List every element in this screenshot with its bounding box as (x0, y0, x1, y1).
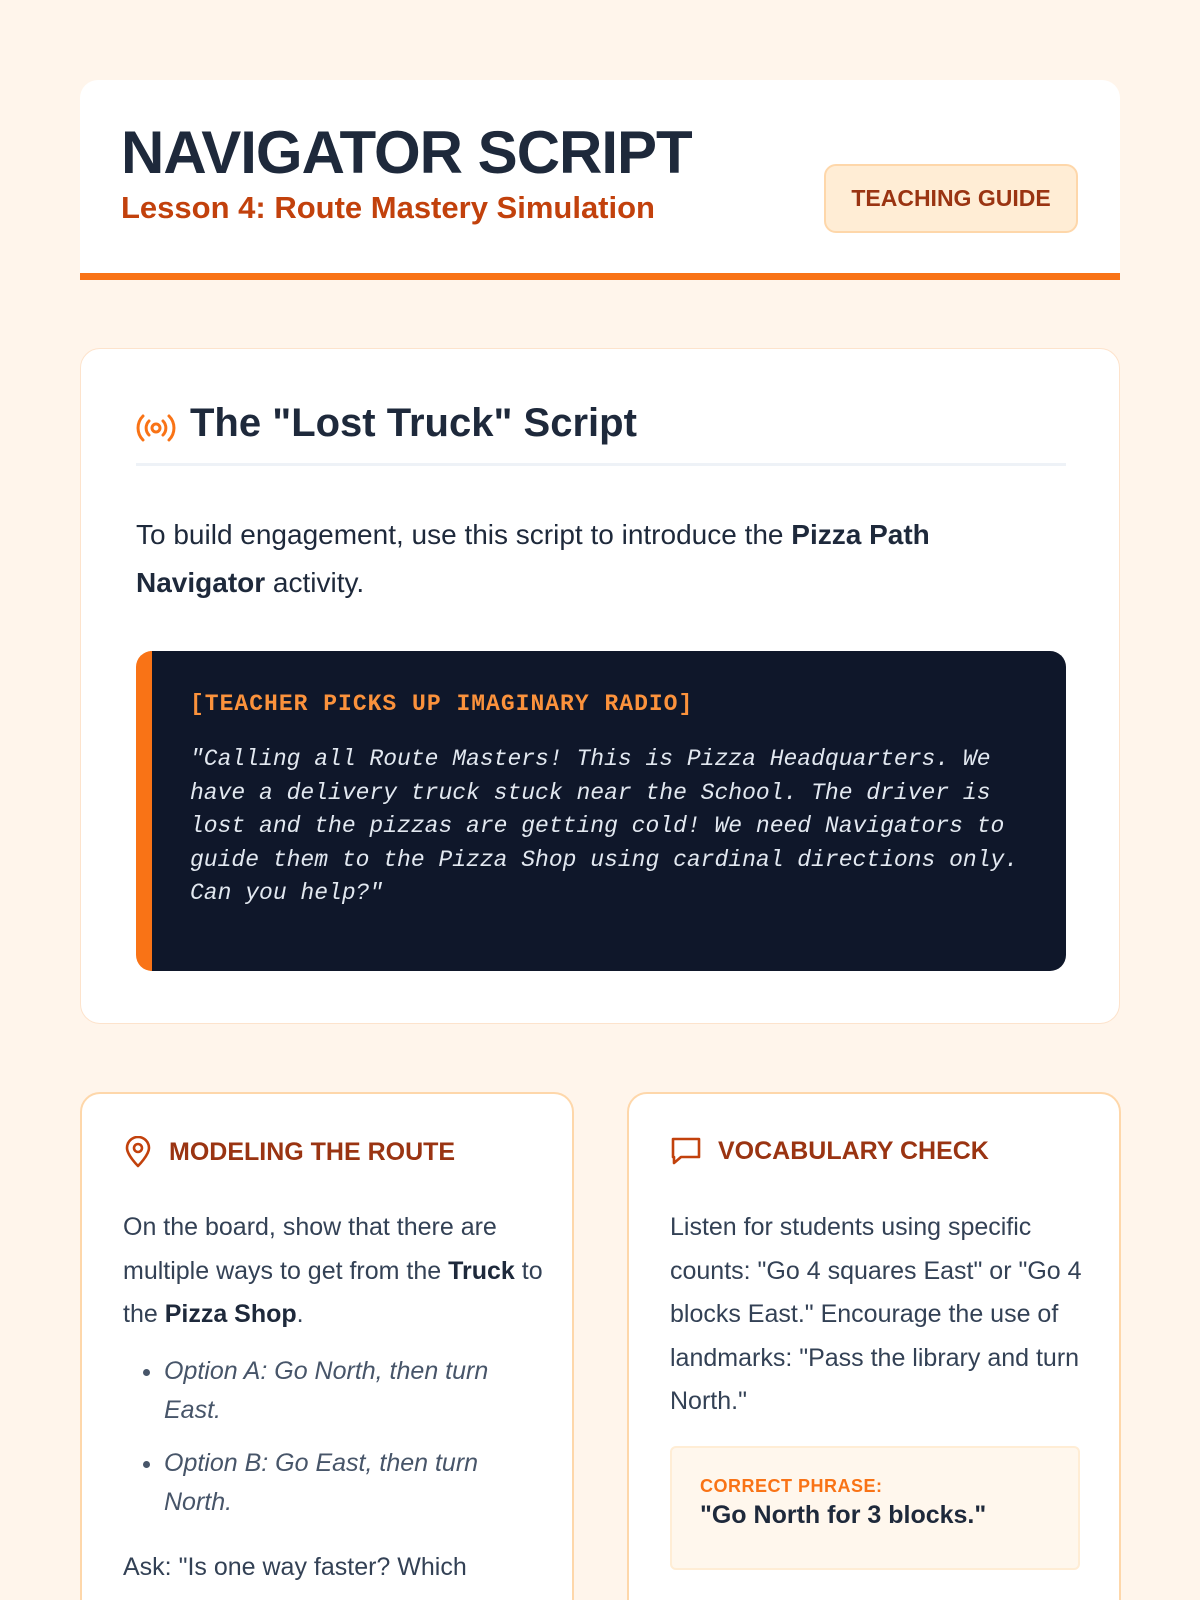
teaching-guide-badge: TEACHING GUIDE (824, 164, 1078, 233)
script-quote-box (136, 651, 1066, 971)
correct-phrase-label: CORRECT PHRASE: (700, 1476, 883, 1496)
route-option: • Option B: Go East, then turn North. (164, 1444, 544, 1522)
activity-name: Pizza Path Navigator (136, 519, 930, 598)
modeling-text: On the board, show that there are multiple ways to get from the Truck to the Pizza Shop. (123, 1213, 543, 1328)
correct-phrase-box (670, 1446, 1080, 1570)
route-option: • Option A: Go North, then turn East. (164, 1352, 544, 1430)
vocabulary-card-header (670, 1136, 989, 1166)
page-subtitle: Lesson 4: Route Mastery Simulation (121, 190, 655, 225)
page-header (80, 80, 1120, 280)
radio-signal-icon (136, 413, 176, 443)
route-options-list (164, 1352, 544, 1536)
script-section-title: The "Lost Truck" Script (190, 401, 637, 445)
modeling-card-header (123, 1136, 455, 1168)
script-card (80, 348, 1120, 1024)
script-quote: "Calling all Route Masters! This is Pizza Headquarters. We have a delivery truck stuck near the School. The driver is lost and the pizzas are getting cold! We need Navigators to guide them to the Pizza Shop using cardinal directions only. Can you help?" (190, 746, 1019, 906)
modeling-card-title: MODELING THE ROUTE (169, 1137, 456, 1166)
vocabulary-text: Listen for students using specific counts: "Go 4 squares East" or "Go 4 blocks East." Encourage the use of landmarks: "Pass the library and turn North." (670, 1213, 1082, 1415)
stage-direction: [TEACHER PICKS UP IMAGINARY RADIO] (190, 691, 694, 717)
vocabulary-card-title: VOCABULARY CHECK (718, 1136, 989, 1165)
page-title: NAVIGATOR SCRIPT (121, 119, 692, 186)
script-section-header (136, 401, 1066, 466)
map-pin-icon (123, 1136, 153, 1168)
modeling-ask: Ask: "Is one way faster? Which (123, 1553, 467, 1581)
modeling-route-card (80, 1092, 574, 1600)
script-intro: To build engagement, use this script to introduce the Pizza Path Navigator activity. (136, 519, 930, 598)
speech-bubble-icon (670, 1136, 702, 1166)
vocabulary-check-card (627, 1092, 1121, 1600)
correct-phrase-value: "Go North for 3 blocks." (700, 1501, 987, 1529)
